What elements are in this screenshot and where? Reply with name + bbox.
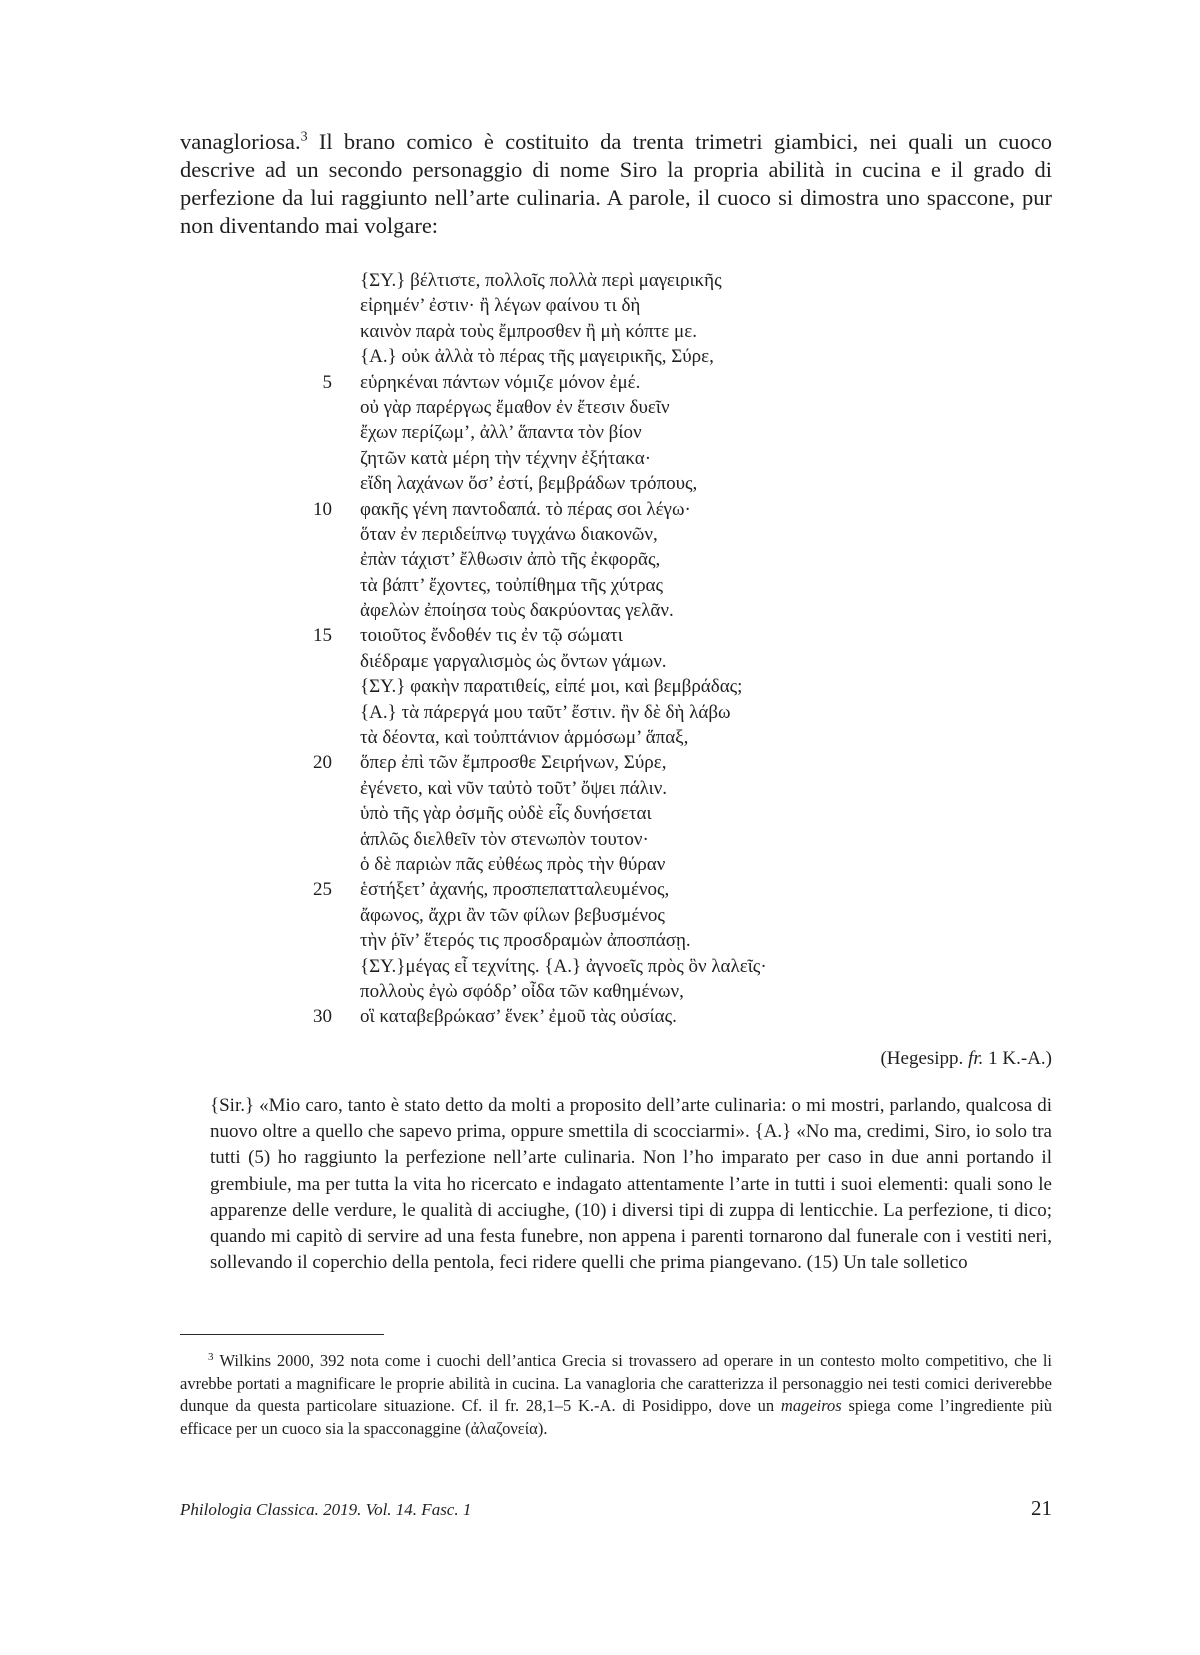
verse-line bbox=[360, 446, 860, 471]
verse-text: ὑπὸ τῆς γὰρ ὀσμῆς οὐδὲ εἷς δυνήσεται bbox=[360, 803, 652, 825]
verse-line bbox=[360, 776, 860, 801]
verse-line bbox=[360, 268, 860, 293]
verse-line bbox=[360, 649, 860, 674]
footnote-text-end: spiega come l’ingrediente più efficace per un cuoco sia la spacconaggine (ἀλαζονεία). bbox=[180, 1396, 1052, 1438]
greek-poem bbox=[313, 268, 860, 1030]
verse-text: οἳ καταβεβρώκασ’ ἕνεκ’ ἐμοῦ τὰς οὐσίας. bbox=[360, 1006, 677, 1028]
verse-line bbox=[360, 903, 860, 928]
verse-text: ὁ δὲ παριὼν πᾶς εὐθέως πρὸς τὴν θύραν bbox=[360, 853, 666, 875]
poem-citation bbox=[880, 1048, 1052, 1070]
translation-paragraph: {Sir.} «Mio caro, tanto è stato detto da molti a proposito dell’arte culinaria: o mi mostri, parlando, qualcosa di nuovo oltre a quello che sapevo prima, oppure smettila di scocciarmi». {A.} «No ma, credimi, Siro, io solo tra tutti (5) ho raggiunto la perfezione nell’arte culinaria. Non l’ho imparato per caso in due anni portando il grembiule, ma per tutta la vita ho ricercato e indagato attentamente l’arte in tutti i suoi elementi: quali sono le apparenze delle verdure, le qualità di acciughe, (10) i diversi tipi di zuppa di lenticchie. La perfezione, ti dico; quando mi capitò di servire ad una festa funebre, non appena i parenti tornarono dal funerale con i vestiti neri, sollevando il coperchio della pentola, feci ridere quelli che prima piangevano. (15) Un tale solletico bbox=[210, 1095, 1052, 1274]
verse-text: πολλοὺς ἐγὼ σφόδρ’ οἶδα τῶν καθημένων, bbox=[360, 980, 684, 1002]
verse-line bbox=[360, 395, 860, 420]
verse-text: εἴδη λαχάνων ὅσ’ ἐστί, βεμβράδων τρόπους, bbox=[360, 473, 698, 495]
verse-line bbox=[360, 954, 860, 979]
verse-text: {Α.} τὰ πάρεργά μου ταῦτ’ ἔστιν. ἢν δὲ δὴ λάβω bbox=[360, 701, 731, 723]
verse-text: τὰ δέοντα, καὶ τοὐπτάνιον ἁρμόσωμ’ ἅπαξ, bbox=[360, 727, 689, 749]
line-number: 5 bbox=[322, 371, 332, 393]
verse-line bbox=[313, 877, 860, 902]
citation-prefix: (Hegesipp. bbox=[880, 1048, 969, 1069]
intro-paragraph bbox=[180, 128, 1052, 240]
line-number: 30 bbox=[313, 1006, 332, 1028]
verse-text: οὐ γὰρ παρέργως ἔμαθον ἐν ἔτεσιν δυεῖν bbox=[360, 396, 670, 418]
verse-text: διέδραμε γαργαλισμὸς ὡς ὄντων γάμων. bbox=[360, 650, 667, 672]
page-number: 21 bbox=[1031, 1496, 1052, 1520]
line-number: 20 bbox=[313, 752, 332, 774]
citation-fr: fr. bbox=[968, 1048, 984, 1069]
verse-text: ὅπερ ἐπὶ τῶν ἔμπροσθε Σειρήνων, Σύρε, bbox=[360, 752, 667, 774]
verse-line bbox=[360, 852, 860, 877]
verse-text: τοιοῦτος ἔνδοθέν τις ἐν τῷ σώματι bbox=[360, 625, 623, 647]
journal-footer: Philologia Classica. 2019. Vol. 14. Fasc. 1 bbox=[180, 1500, 472, 1519]
verse-text: {ΣΥ.}μέγας εἶ τεχνίτης. {Α.} ἀγνοεῖς πρὸς ὃν λαλεῖς· bbox=[360, 955, 767, 977]
verse-text: ἔχων περίζωμ’, ἀλλ’ ἅπαντα τὸν βίον bbox=[360, 422, 642, 444]
verse-text: ἑστήξετ’ ἀχανής, προσπεπατταλευμένος, bbox=[360, 879, 670, 901]
verse-text: ὅταν ἐν περιδείπνῳ τυγχάνω διακονῶν, bbox=[360, 523, 658, 545]
verse-line bbox=[360, 319, 860, 344]
verse-text: ἐγένετο, καὶ νῦν ταὐτὸ τοῦτ’ ὄψει πάλιν. bbox=[360, 777, 668, 799]
line-number: 15 bbox=[313, 625, 332, 647]
verse-line bbox=[360, 522, 860, 547]
verse-line bbox=[360, 598, 860, 623]
verse-line bbox=[360, 344, 860, 369]
citation-suffix: 1 K.-A.) bbox=[983, 1048, 1052, 1069]
verse-line bbox=[313, 623, 860, 648]
verse-text: ἄφωνος, ἄχρι ἂν τῶν φίλων βεβυσμένος bbox=[360, 904, 665, 926]
verse-line bbox=[360, 573, 860, 598]
verse-line bbox=[313, 750, 860, 775]
line-number: 25 bbox=[313, 879, 332, 901]
verse-line bbox=[360, 801, 860, 826]
footnote-term: mageiros bbox=[780, 1396, 842, 1416]
verse-text: τὴν ῥῖν’ ἕτερός τις προσδραμὼν ἀποσπάσῃ. bbox=[360, 930, 691, 952]
verse-line bbox=[360, 928, 860, 953]
verse-line bbox=[360, 725, 860, 750]
verse-text: ζητῶν κατὰ μέρη τὴν τέχνην ἐξήτακα· bbox=[360, 447, 652, 469]
footnote-number: 3 bbox=[208, 1350, 214, 1363]
verse-line bbox=[322, 370, 860, 395]
footnote-divider bbox=[180, 1334, 384, 1335]
verse-text: {ΣΥ.} βέλτιστε, πολλοῖς πολλὰ περὶ μαγειρικῆς bbox=[360, 270, 722, 291]
verse-text: ἁπλῶς διελθεῖν τὸν στενωπὸν τουτον· bbox=[360, 828, 649, 850]
verse-line bbox=[313, 1004, 860, 1029]
verse-text: τὰ βάπτ’ ἔχοντες, τοὐπίθημα τῆς χύτρας bbox=[360, 574, 664, 596]
verse-text: φακῆς γένη παντοδαπά. τὸ πέρας σοι λέγω· bbox=[360, 498, 691, 520]
verse-line bbox=[360, 700, 860, 725]
footnote-ref: 3 bbox=[300, 129, 308, 145]
verse-line bbox=[360, 420, 860, 445]
intro-text-start: vanagloriosa. bbox=[180, 129, 301, 154]
verse-line bbox=[360, 979, 860, 1004]
footnote bbox=[180, 1350, 1052, 1440]
line-number: 10 bbox=[313, 498, 332, 520]
verse-text: καινὸν παρὰ τοὺς ἔμπροσθεν ἢ μὴ κόπτε με. bbox=[360, 320, 697, 342]
verse-line bbox=[313, 497, 860, 522]
verse-line bbox=[360, 674, 860, 699]
verse-text: ἀφελὼν ἐποίησα τοὺς δακρύοντας γελᾶν. bbox=[360, 600, 674, 622]
verse-line bbox=[360, 547, 860, 572]
verse-text: ἐπὰν τάχιστ’ ἔλθωσιν ἀπὸ τῆς ἐκφορᾶς, bbox=[360, 549, 661, 571]
verse-line bbox=[360, 471, 860, 496]
verse-text: εἰρημέν’ ἐστιν· ἢ λέγων φαίνου τι δὴ bbox=[360, 295, 641, 317]
verse-text: {ΣΥ.} φακὴν παρατιθείς, εἰπέ μοι, καὶ βεμβράδας; bbox=[360, 676, 743, 698]
verse-line bbox=[360, 827, 860, 852]
intro-text-rest: Il brano comico è costituito da trenta trimetri giambici, nei quali un cuoco descrive ad un secondo personaggio di nome Siro la propria abilità in cucina e il grado di perfezione da lui raggiunto nell’arte culinaria. A parole, il cuoco si dimostra uno spaccone, pur non diventando mai volgare: bbox=[180, 129, 1052, 238]
verse-text: εὑρηκέναι πάντων νόμιζε μόνον ἐμέ. bbox=[360, 371, 641, 393]
verse-text: {Α.} οὐκ ἀλλὰ τὸ πέρας τῆς μαγειρικῆς, Σύρε, bbox=[360, 346, 714, 368]
verse-line bbox=[360, 293, 860, 318]
footnote-text-start: Wilkins 2000, 392 nota come i cuochi dell’antica Grecia si trovassero ad operare in un contesto molto competitivo, che li avrebbe portati a magnificare le proprie abilità in cucina. La vanagloria che caratterizza il personaggio nei testi comici deriverebbe dunque da questa particolare situazione. Cf. il fr. 28,1–5 K.-A. di Posidippo, dove un bbox=[180, 1351, 1052, 1416]
